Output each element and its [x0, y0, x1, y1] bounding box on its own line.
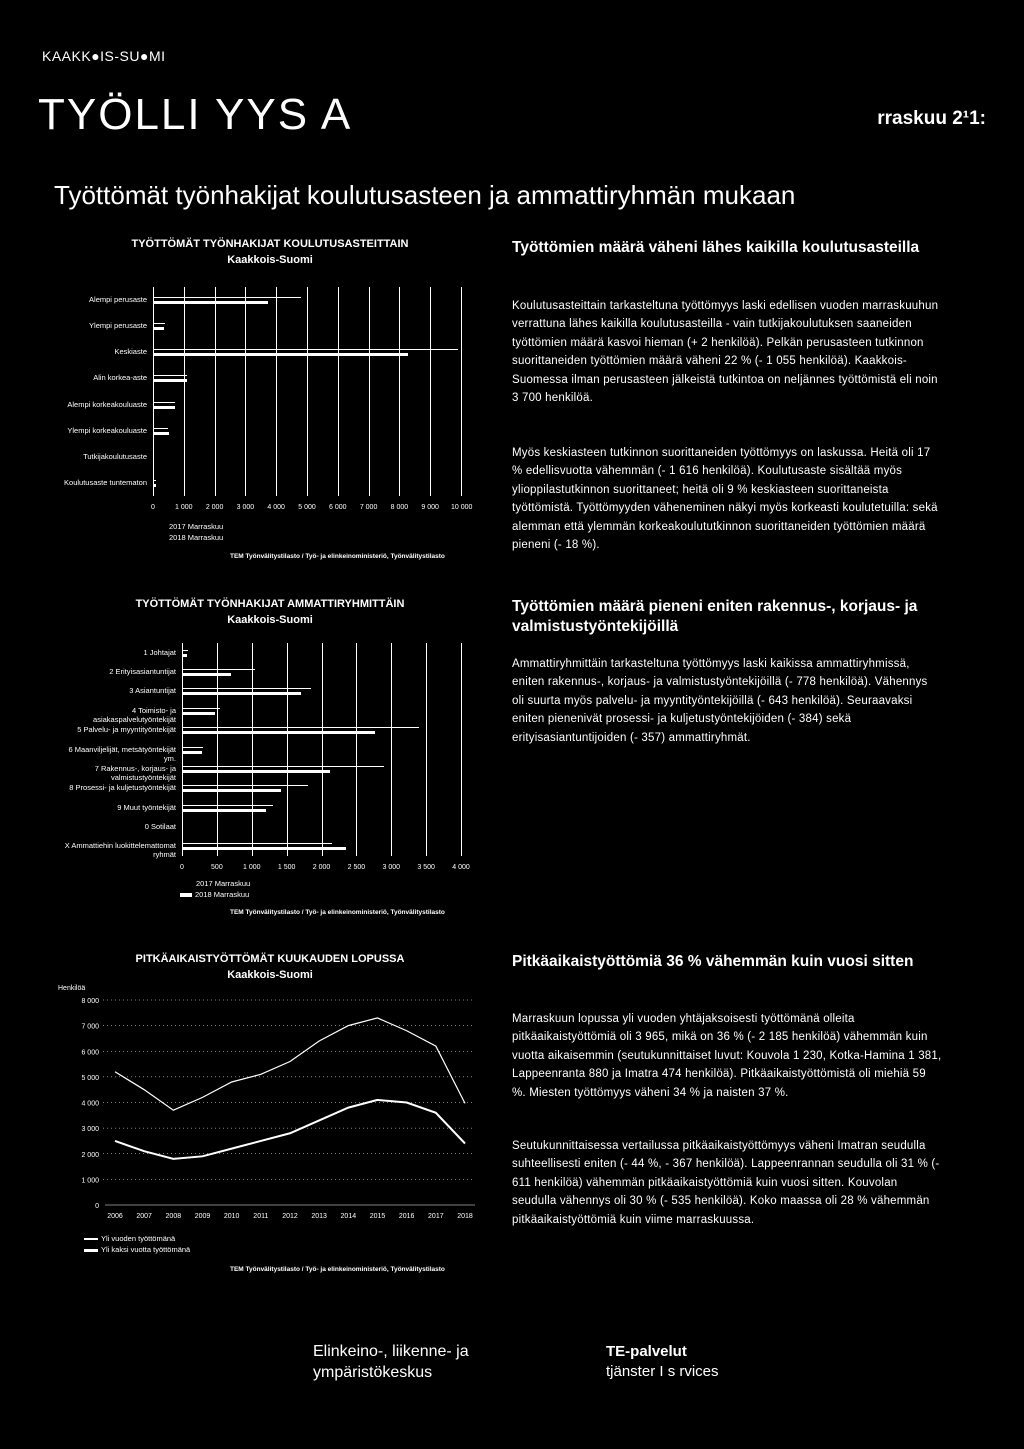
main-title: TYÖLLI YYS A [38, 90, 353, 139]
bar-2017 [182, 688, 311, 689]
section2-paragraph-1: Ammattiryhmittäin tarkasteltuna työttömyys laski kaikissa ammattiryhmissä, eniten rakennus-, korjaus- ja valmistustyöntekijöillä (- 778 henkilöä). Vähennys oli suurta myös palvelu- ja myyntityöntekijöillä (- 643 henkilöä). Seuraavaksi eniten pienenivät prosessi- ja kuljetustyöntekijöiden (- 384) sekä erityisasiantuntijoiden (- 357) ammattiryhmät. [512, 658, 928, 744]
gridline [399, 287, 400, 496]
bar-2017 [153, 375, 187, 376]
legend-label-2y: Yli kaksi vuotta työttömänä [101, 1245, 191, 1254]
gridline [369, 287, 370, 496]
x-tick-label: 2 000 [205, 504, 224, 511]
category-label: X Ammattiehin luokittelemattomat ryhmät [64, 841, 176, 860]
chart-occupation-subtitle: Kaakkois-Suomi [227, 614, 313, 626]
category-label: 1 Johtajat [143, 647, 176, 657]
category-label: 4 Toimisto- ja asiakaspalvelutyöntekijät [93, 705, 176, 724]
legend-label-2018: 2018 Marraskuu [195, 890, 250, 899]
gridline [215, 287, 216, 496]
gridline [338, 287, 339, 496]
y-tick-label: 2 000 [81, 1151, 99, 1159]
bar-2018 [182, 673, 231, 676]
category-label: Alempi korkeakouluaste [67, 399, 147, 409]
bar-2018 [182, 654, 187, 657]
x-tick-label: 2018 [457, 1213, 473, 1220]
x-tick-label: 5 000 [298, 504, 316, 511]
x-tick-label: 2011 [253, 1213, 269, 1220]
y-tick-label: 7 000 [81, 1023, 99, 1031]
chart-longterm-plot [50, 990, 490, 1230]
x-tick-label: 2013 [311, 1213, 327, 1220]
category-label: 8 Prosessi- ja kuljetustyöntekijät [69, 783, 176, 793]
category-label: 6 Maanviljelijät, metsätyöntekijät ym. [68, 744, 176, 763]
x-tick-label: 4 000 [452, 864, 470, 871]
x-tick-label: 2 500 [347, 864, 366, 871]
category-label: Alin korkea-aste [93, 373, 147, 383]
series-line-yli-vuoden [115, 1018, 465, 1110]
chart-education-subtitle: Kaakkois-Suomi [227, 254, 313, 266]
y-tick-label: 1 000 [81, 1177, 99, 1185]
x-tick-label: 2 000 [312, 864, 331, 871]
y-tick-label: 8 000 [81, 998, 99, 1005]
bar-2018 [182, 809, 266, 812]
x-tick-label: 2014 [340, 1213, 357, 1220]
bar-2018 [182, 789, 281, 792]
section3-paragraph-2: Seutukunnittaisessa vertailussa pitkäaikaistyöttömyys väheni Imatran seudulla suhteellisesti eniten (- 44 %, - 367 henkilöä). Lappeenrannan seudulla oli 31 % (- 611 henkilöä) vähemmän pitkäaikaistyöttömiä kuin vuosi sitten. Kouvolan seudulla vähennys oli 30 % (- 535 henkilöä). Koko maassa oli 28 % vähemmän pitkäaikaistyöttömiä kuin viime marraskuussa. [512, 1140, 940, 1226]
chart-longterm-ylabel: Henkilöä [58, 985, 86, 992]
section1-paragraph-2: Myös keskiasteen tutkinnon suorittaneiden työttömyys on laskussa. Heitä oli 17 % edellisvuotta vähemmän (- 1 616 henkilöä). Koulutusaste sisältää myös ylioppilastutkinnon suorittaneet; heitä oli 9 % keskiasteen suorittaneista työttömistä. Työttömyyden väheneminen näkyi myös korkeasti koulutetuilla: sekä alemman että ylemmän korkeakoulututkinnon suorittaneiden työttömien määrä pieneni (- 18 %). [512, 447, 938, 551]
bar-2017 [182, 747, 203, 748]
legend-label-1y: Yli vuoden työttömänä [101, 1234, 176, 1243]
x-tick-label: 0 [151, 504, 155, 511]
x-tick-label: 2010 [223, 1213, 240, 1220]
region-label: KAAKK●IS-SU●MI [42, 48, 166, 64]
y-tick-label: 5 000 [81, 1074, 99, 1082]
x-tick-label: 1 000 [242, 864, 261, 871]
te-logo-line1: TE-palvelut [606, 1343, 687, 1360]
category-label: 7 Rakennus-, korjaus- ja valmistustyöntekijät [94, 763, 176, 782]
gridline [184, 287, 185, 496]
bar-2018 [182, 828, 183, 831]
bar-2018 [153, 458, 154, 461]
x-tick-label: 0 [180, 864, 184, 871]
gridline [252, 643, 253, 856]
x-tick-label: 4 000 [267, 504, 285, 511]
chart-longterm-source: TEM Työnvälitystilasto / Työ- ja elinkeinoministeriö, Työnvälitystilasto [230, 1266, 445, 1273]
chart-occupation-legend-2018 [196, 890, 249, 899]
category-label: 9 Muut työntekijät [117, 802, 176, 812]
bar-2018 [153, 406, 175, 409]
chart-longterm-legend-2 [84, 1245, 190, 1254]
bar-2017 [153, 297, 301, 298]
category-label: 3 Asiantuntijat [129, 686, 176, 696]
gridline [307, 287, 308, 496]
bar-2017 [182, 824, 183, 825]
chart-longterm-subtitle: Kaakkois-Suomi [227, 969, 313, 981]
te-logo [606, 1342, 719, 1381]
x-tick-label: 6 000 [329, 504, 347, 511]
y-tick-label: 3 000 [81, 1126, 99, 1134]
report-date: rraskuu 2¹1: [877, 108, 986, 129]
bar-2018 [182, 731, 375, 734]
category-label: 0 Sotilaat [144, 821, 176, 831]
bar-2018 [153, 484, 156, 487]
bar-2017 [182, 708, 220, 709]
x-tick-label: 2016 [398, 1213, 415, 1220]
te-logo-line2: tjänster I s rvices [606, 1362, 719, 1380]
gridline [322, 643, 323, 856]
gridline [356, 643, 357, 856]
chart-education-title: TYÖTTÖMÄT TYÖNHAKIJAT KOULUTUSASTEITTAIN [131, 238, 409, 250]
bar-2017 [153, 402, 175, 403]
category-label: Alempi perusaste [89, 295, 147, 305]
bar-2018 [182, 692, 301, 695]
x-tick-label: 2008 [165, 1213, 182, 1220]
series-line-yli-kaksi-vuotta [115, 1100, 465, 1159]
x-tick-label: 3 000 [382, 864, 401, 871]
bar-2018 [153, 327, 164, 330]
chart-education-legend-2018: 2018 Marraskuu [169, 533, 224, 542]
y-tick-label: 6 000 [81, 1049, 99, 1057]
bar-2017 [182, 669, 255, 670]
chart-occupation-source: TEM Työnvälitystilasto / Työ- ja elinkeinoministeriö, Työnvälitystilasto [230, 909, 445, 916]
bar-2017 [153, 428, 168, 429]
ely-logo [313, 1342, 469, 1384]
x-tick-label: 2012 [282, 1213, 298, 1220]
chart-education-legend-2017: 2017 Marraskuu [169, 522, 224, 531]
bar-2017 [182, 785, 308, 786]
bar-2017 [182, 766, 384, 767]
x-tick-label: 2007 [136, 1213, 152, 1220]
category-label: 2 Erityisasiantuntijat [109, 667, 176, 677]
x-tick-label: 3 000 [236, 504, 255, 511]
x-tick-label: 9 000 [421, 504, 439, 511]
gridline [391, 643, 392, 856]
chart-occupation-legend-2017: 2017 Marraskuu [196, 879, 251, 888]
section3-heading: Pitkäaikaistyöttömiä 36 % vähemmän kuin vuosi sitten [512, 953, 914, 970]
section1-heading: Työttömien määrä väheni lähes kaikilla koulutusasteilla [512, 239, 920, 256]
bar-2017 [153, 454, 154, 455]
x-tick-label: 1 000 [175, 504, 193, 511]
bar-2018 [182, 712, 215, 715]
gridline [245, 287, 246, 496]
y-tick-label: 0 [95, 1203, 99, 1210]
chart-occupation-title: TYÖTTÖMÄT TYÖNHAKIJAT AMMATTIRYHMITTÄIN [135, 598, 405, 610]
bar-2017 [153, 480, 156, 481]
bar-2017 [182, 843, 332, 844]
category-label: Koulutusaste tuntematon [64, 477, 147, 487]
bar-2018 [153, 301, 268, 304]
category-label: Ylempi korkeakouluaste [67, 425, 147, 435]
category-label: Tutkijakoulutusaste [83, 451, 147, 461]
bar-2018 [182, 770, 330, 773]
chart-education-source: TEM Työnvälitystilasto / Työ- ja elinkeinoministeriö, Työnvälitystilasto [230, 553, 445, 560]
x-tick-label: 2009 [194, 1213, 211, 1220]
page-subtitle: Työttömät työnhakijat koulutusasteen ja ammattiryhmän mukaan [54, 180, 796, 210]
section3-paragraph-1: Marraskuun lopussa yli vuoden yhtäjaksoisesti työttömänä olleita pitkäaikaistyöttömiä oli 3 965, mikä on 36 % (- 2 185 henkilöä) vähemmän kuin vuotta aikaisemmin (seutukunnittaiset luvut: Kouvola 1 230, Kotka-Hamina 1 381, Lappeenranta 880 ja Imatra 474 henkilöä). Pitkäaikaistyöttömistä oli miehiä 59 %. Miesten työttömyys väheni 34 % ja naisten 37 %. [512, 1013, 942, 1099]
category-label: 5 Palvelu- ja myyntityöntekijät [77, 725, 176, 735]
bar-2017 [182, 650, 188, 651]
y-tick-label: 4 000 [81, 1100, 99, 1108]
x-tick-label: 500 [211, 864, 223, 871]
x-tick-label: 2017 [428, 1213, 444, 1220]
x-tick-label: 2006 [107, 1213, 123, 1220]
x-tick-label: 2015 [369, 1213, 386, 1220]
bar-2018 [153, 353, 408, 356]
bar-2018 [182, 751, 202, 754]
bar-2018 [153, 379, 187, 382]
category-label: Keskiaste [114, 347, 147, 357]
gridline [276, 287, 277, 496]
gridline [461, 287, 462, 496]
chart-longterm-legend-1 [84, 1234, 175, 1243]
legend-swatch-2018 [180, 893, 192, 897]
gridline [287, 643, 288, 856]
legend-swatch-1y [84, 1238, 98, 1240]
y-axis-line [153, 287, 154, 496]
bar-2017 [153, 349, 458, 350]
ely-logo-line1: Elinkeino-, liikenne- ja [313, 1343, 469, 1360]
x-tick-label: 1 500 [277, 864, 296, 871]
x-tick-label: 3 500 [417, 864, 435, 871]
bar-2017 [153, 323, 165, 324]
ely-logo-line2: ympäristökeskus [313, 1363, 433, 1381]
bar-2018 [182, 847, 346, 850]
legend-swatch-2y [84, 1249, 98, 1252]
gridline [461, 643, 462, 856]
section2-heading: Työttömien määrä pieneni eniten rakennus-, korjaus- ja valmistustyöntekijöillä [512, 598, 918, 636]
gridline [426, 643, 427, 856]
bar-2017 [182, 727, 419, 728]
gridline [430, 287, 431, 496]
x-tick-label: 10 000 [451, 504, 473, 511]
section1-paragraph-1: Koulutusasteittain tarkasteltuna työttömyys laski edellisen vuoden marraskuuhun verrattuna lähes kaikilla koulutusasteilla - vain tutkijakoulutuksen saaneiden työttömien määrä kasvoi hieman (+ 2 henkilöä). Pelkän perusasteen tutkinnon suorittaneiden työttömien määrä väheni 22 % (- 1 055 henkilöä). Kaakkois-Suomessa ilman perusasteen jälkeistä tutkintoa on neljännes työttömistä eli noin 3 700 henkilöä. [512, 300, 939, 404]
x-tick-label: 7 000 [359, 504, 378, 511]
chart-longterm-title: PITKÄAIKAISTYÖTTÖMÄT KUUKAUDEN LOPUSSA [135, 953, 405, 965]
x-tick-label: 8 000 [390, 504, 409, 511]
bar-2018 [153, 432, 169, 435]
category-label: Ylempi perusaste [89, 321, 147, 331]
bar-2017 [182, 805, 273, 806]
